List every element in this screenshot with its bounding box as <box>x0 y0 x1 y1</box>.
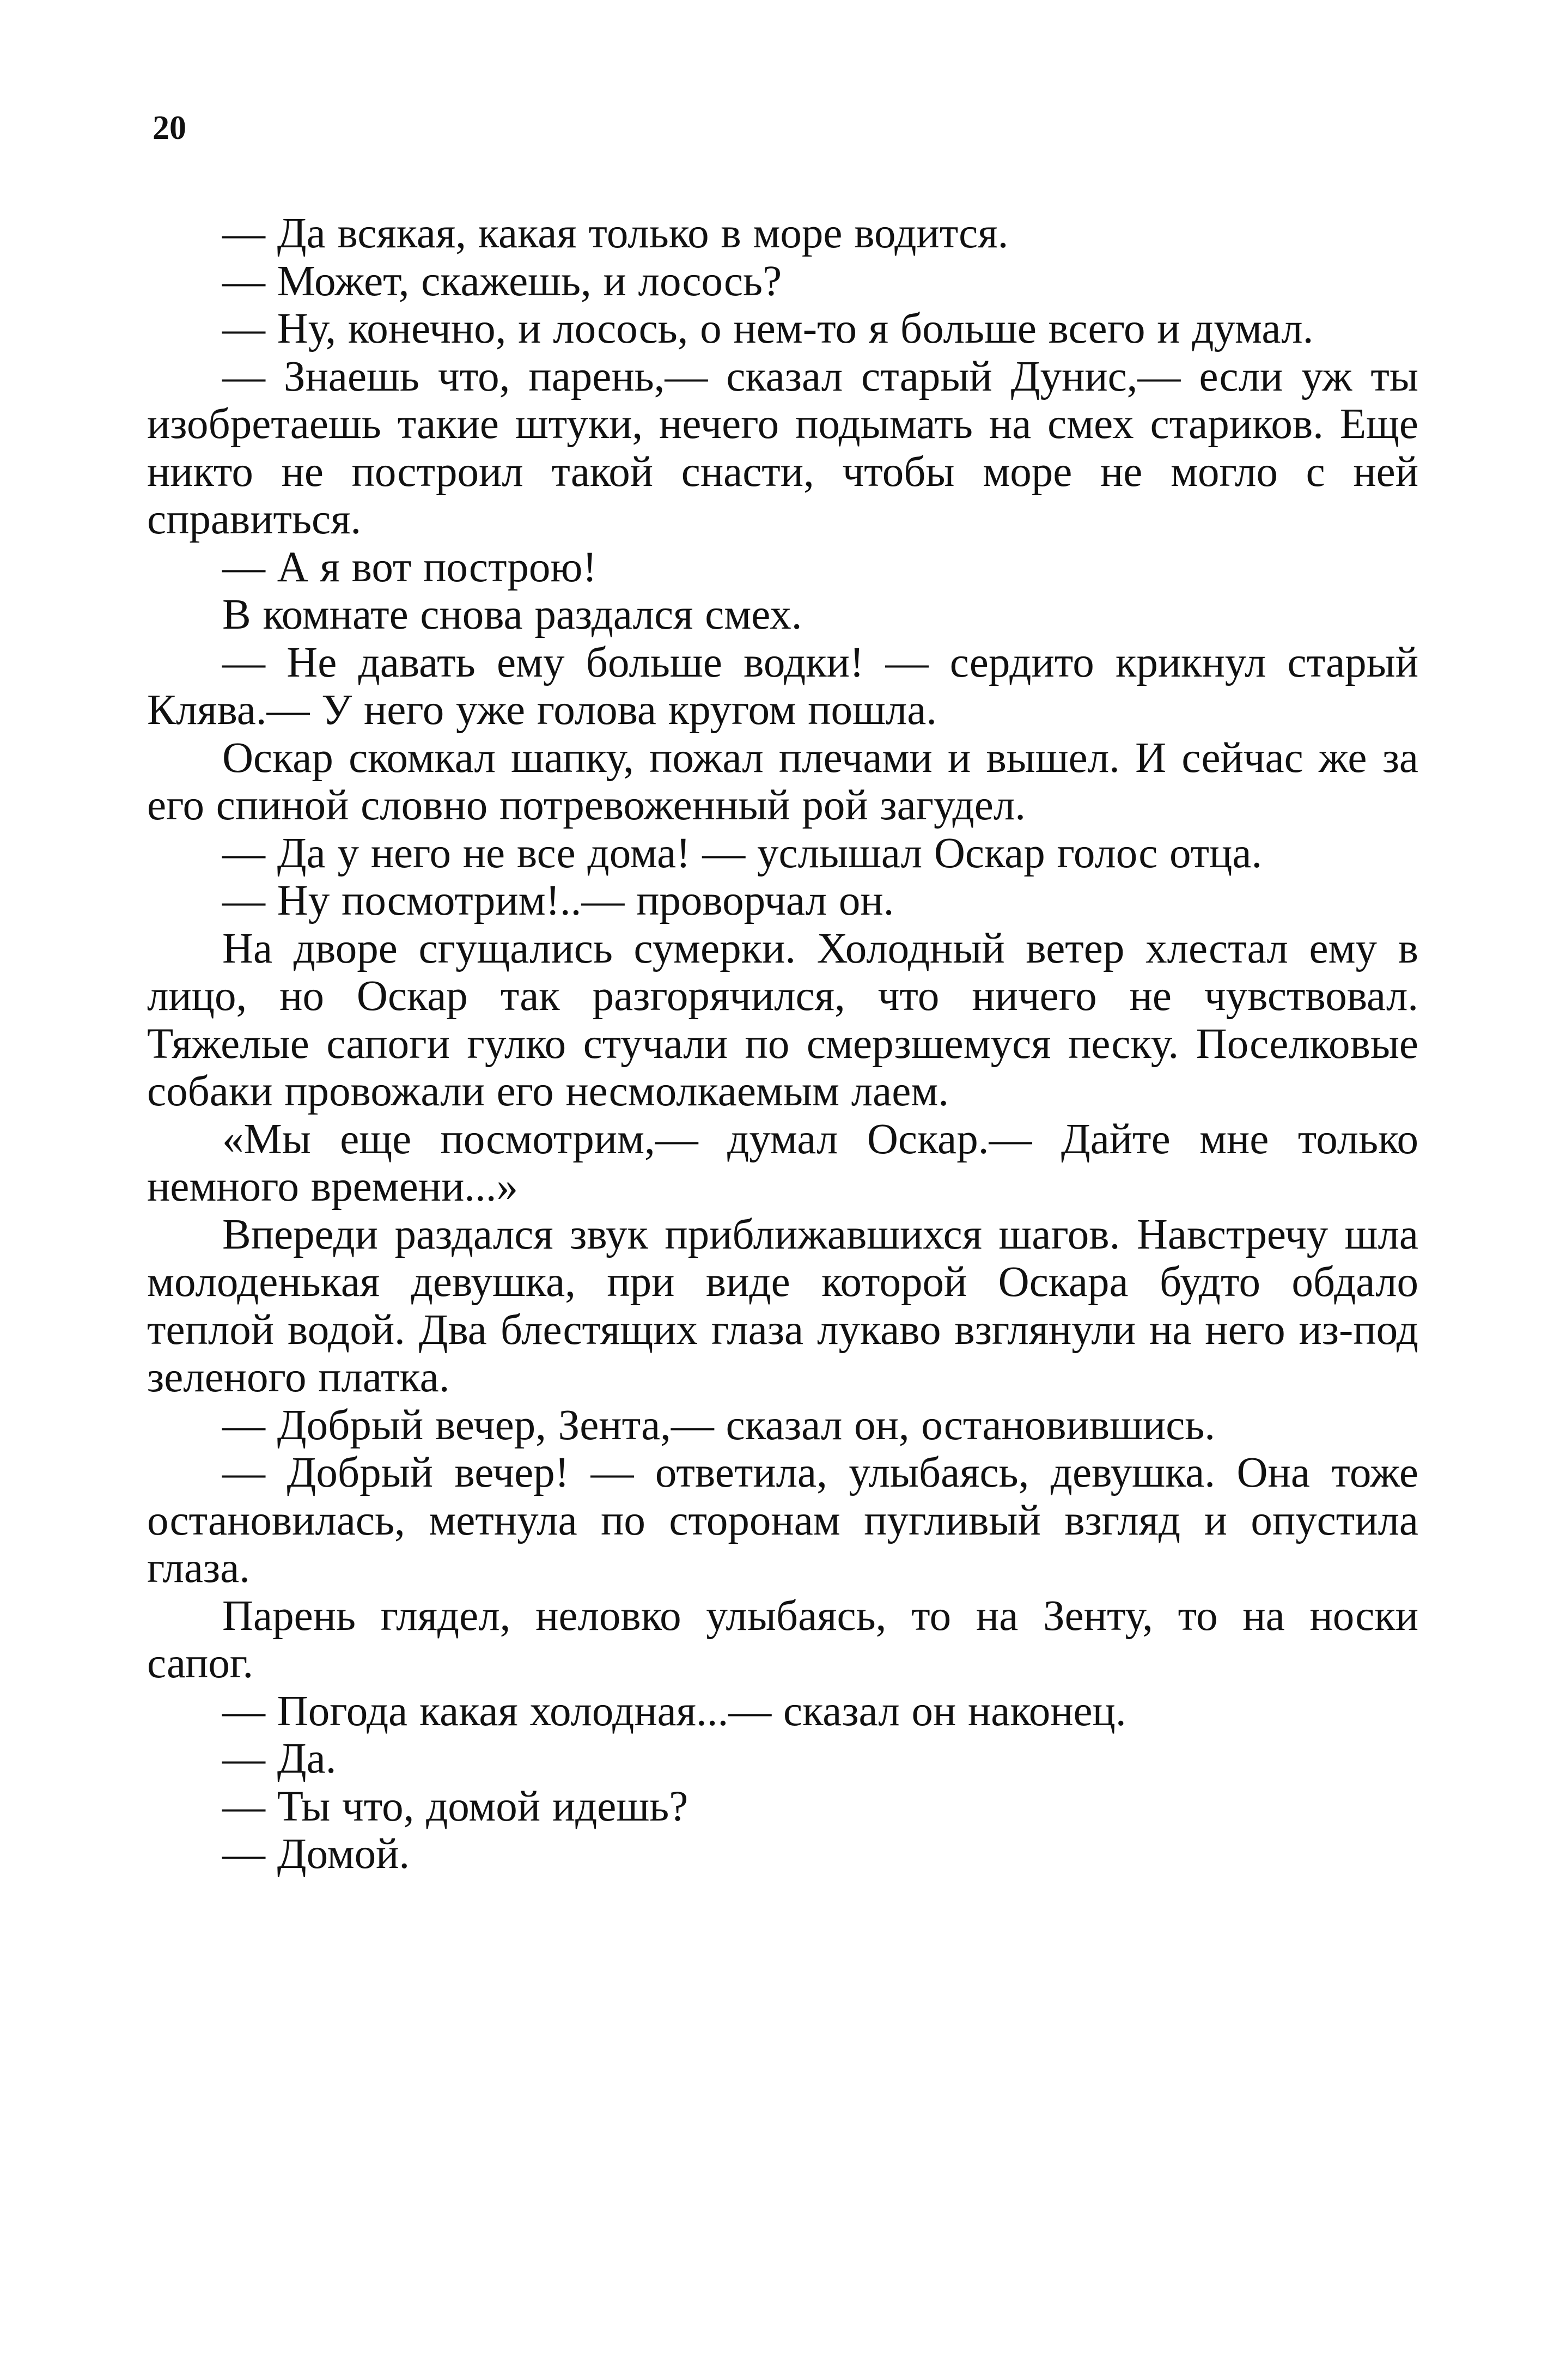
page-number: 20 <box>153 109 186 147</box>
paragraph: — Погода какая холодная...— сказал он наконец. <box>222 1687 1126 1735</box>
paragraph: Оскар скомкал шапку, пожал плечами и вышел. И сейчас же за его спиной словно потревоженный рой загудел. <box>147 734 1418 829</box>
paragraph: — Ну, конечно, и лосось, о нем-то я больше всего и думал. <box>222 305 1314 352</box>
paragraph: Парень глядел, неловко улыбаясь, то на Зенту, то на носки сапог. <box>147 1592 1418 1687</box>
paragraph: — Не давать ему больше водки! — сердито крикнул старый Клява.— У него уже голова кругом пошла. <box>147 638 1418 734</box>
paragraph: В комнате снова раздался смех. <box>222 591 802 638</box>
paragraph: — Ты что, домой идешь? <box>222 1782 688 1830</box>
paragraph: «Мы еще посмотрим,— думал Оскар.— Дайте мне только немного времени...» <box>147 1115 1418 1210</box>
paragraph: Впереди раздался звук приближавшихся шагов. Навстречу шла молоденькая девушка, при виде которой Оскара будто обдало теплой водой. Два блестящих глаза лукаво взглянули на него из-под зеленого платка. <box>147 1210 1418 1401</box>
paragraph: — Знаешь что, парень,— сказал старый Дунис,— если уж ты изобретаешь такие штуки, нечего подымать на смех стариков. Еще никто не построил такой снасти, чтобы море не могло с ней справиться. <box>147 352 1418 543</box>
paragraph: — Ну посмотрим!..— проворчал он. <box>222 877 894 924</box>
paragraph: — Да. <box>222 1735 337 1782</box>
paragraph: — Может, скажешь, и лосось? <box>222 257 782 305</box>
paragraph: — Домой. <box>222 1830 410 1878</box>
paragraph: — Добрый вечер, Зента,— сказал он, остановившись. <box>222 1401 1216 1449</box>
paragraph: — Добрый вечер! — ответила, улыбаясь, девушка. Она тоже остановилась, метнула по сторонам пугливый взгляд и опустила глаза. <box>147 1449 1418 1592</box>
paragraph: — Да у него не все дома! — услышал Оскар голос отца. <box>222 829 1263 877</box>
paragraph: — Да всякая, какая только в море водится. <box>222 210 1009 257</box>
text-body <box>147 210 1418 1878</box>
paragraph: — А я вот построю! <box>222 543 597 591</box>
paragraph: На дворе сгущались сумерки. Холодный ветер хлестал ему в лицо, но Оскар так разгорячился, что ничего не чувствовал. Тяжелые сапоги гулко стучали по смерзшемуся песку. Поселковые собаки провожали его несмолкаемым лаем. <box>147 924 1418 1115</box>
